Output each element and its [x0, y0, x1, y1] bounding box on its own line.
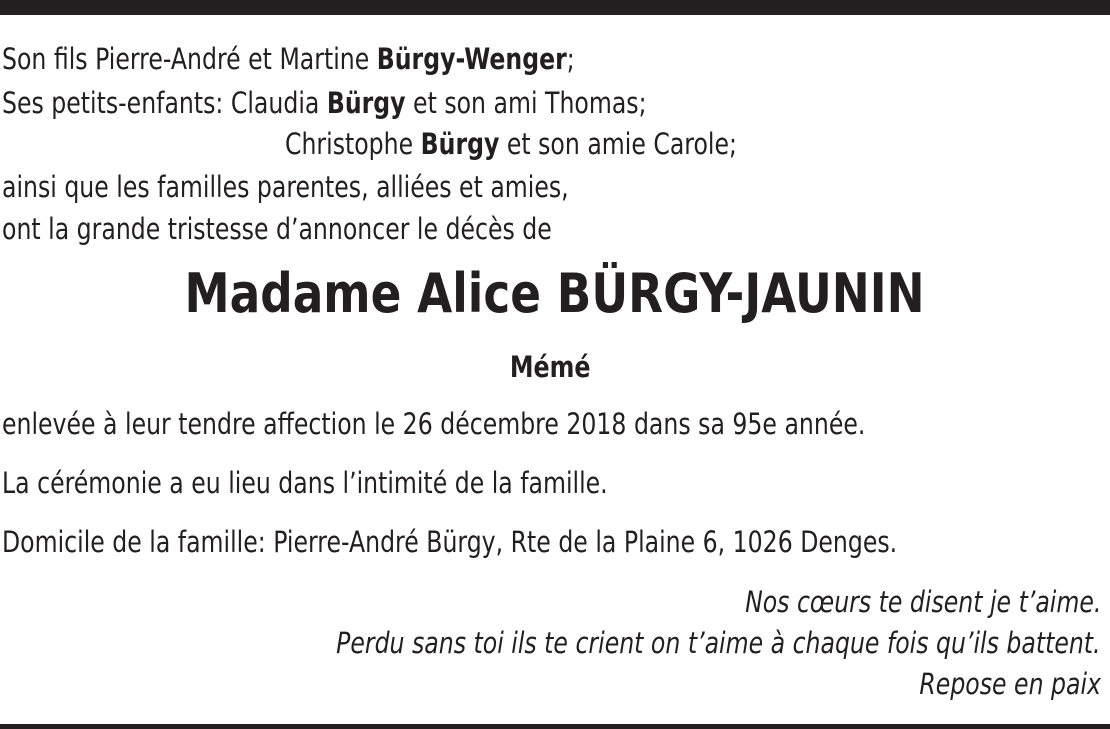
deceased-name-text: Madame Alice BÜRGY-JAUNIN: [184, 262, 926, 325]
family-line-son-punct: ;: [566, 42, 575, 76]
family-name-buergy-christophe: Bürgy: [420, 127, 500, 161]
deceased-name-heading: [0, 262, 1110, 325]
family-line-relatives: ainsi que les familles parentes, alliées et amies,: [2, 170, 569, 204]
family-line-grandchild-christophe: [285, 127, 737, 161]
family-line-son-text: Son fils Pierre-André et Martine: [2, 42, 377, 76]
family-name-buergy-wenger: Bürgy-Wenger: [376, 42, 567, 76]
verse-line-3: Repose en paix: [919, 667, 1101, 701]
family-address-line: Domicile de la famille: Pierre-André Bürgy, Rte de la Plaine 6, 1026 Denges.: [2, 525, 898, 559]
family-line-grandchild-claudia: [2, 86, 647, 120]
family-line-claudia-partner: et son ami Thomas;: [405, 86, 647, 120]
verse-line-2: Perdu sans toi ils te crient on t’aime à chaque fois qu’ils battent.: [336, 626, 1101, 660]
family-line-grandchildren-text: Ses petits-enfants: Claudia: [2, 86, 327, 120]
bottom-border-rule: [0, 724, 1110, 729]
verse-line-1: Nos cœurs te disent je t’aime.: [744, 585, 1101, 619]
death-details-line: enlevée à leur tendre affection le 26 décembre 2018 dans sa 95e année.: [2, 407, 866, 441]
family-line-son: [2, 42, 575, 76]
top-border-rule: [0, 0, 1110, 15]
family-line-christophe-text: Christophe: [285, 127, 421, 161]
family-line-christophe-partner: et son amie Carole;: [499, 127, 737, 161]
ceremony-line: La cérémonie a eu lieu dans l’intimité de la famille.: [2, 466, 608, 500]
family-name-buergy-claudia: Bürgy: [326, 86, 406, 120]
deceased-nickname-text: Mémé: [509, 350, 591, 384]
announcement-line: ont la grande tristesse d’annoncer le décès de: [2, 212, 552, 246]
deceased-nickname: [0, 350, 1100, 384]
